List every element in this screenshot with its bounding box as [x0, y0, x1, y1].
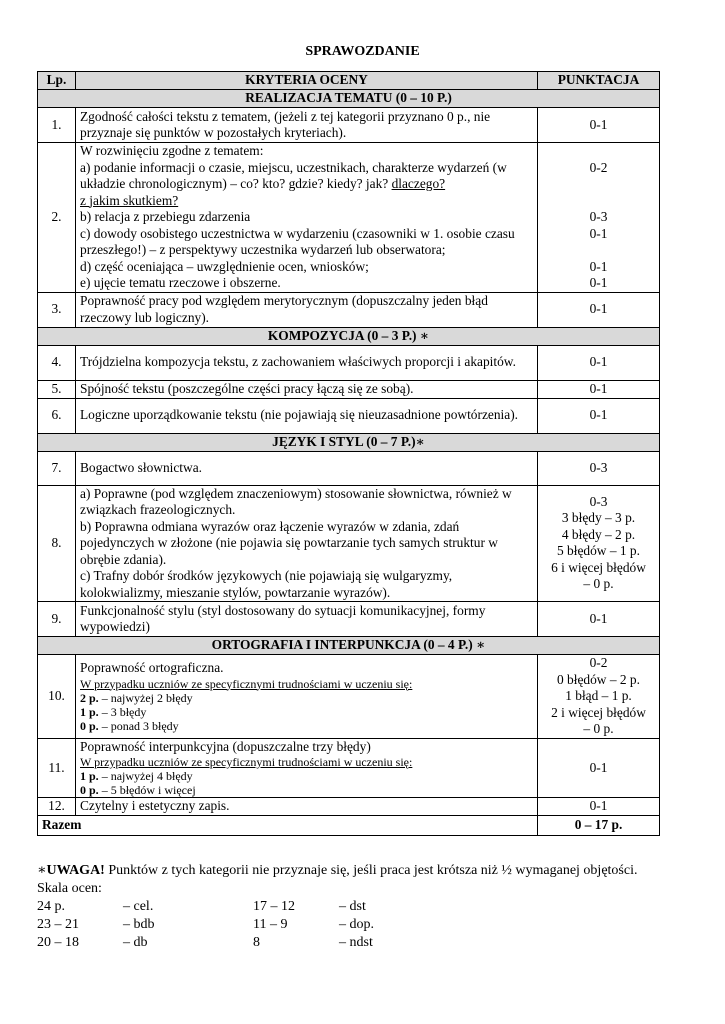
row-points: 0-1 — [538, 380, 660, 398]
criteria-line: b) relacja z przebiegu zdarzenia — [80, 209, 251, 224]
scale-range: 23 – 21 — [37, 917, 79, 932]
star-icon: ∗ — [37, 863, 47, 878]
scale-label: Skala ocen: — [37, 881, 102, 896]
row-criteria: Poprawność pracy pod względem merytorycznym (dopuszczalny jeden błąd rzeczowy lub logiczny). — [76, 292, 538, 327]
points-line: 0-3 — [589, 209, 608, 224]
scale-grade: – bdb — [123, 917, 155, 932]
row-number: 12. — [38, 798, 76, 816]
criteria-line: e) ujęcie tematu rzeczowe i obszerne. — [80, 275, 281, 290]
section-title: KOMPOZYCJA (0 – 3 P.) ∗ — [38, 327, 660, 345]
table-row — [38, 451, 660, 485]
row-criteria: Bogactwo słownictwa. — [76, 451, 538, 485]
section-row — [38, 327, 660, 345]
row-points: 0-1 — [538, 345, 660, 380]
section-row — [38, 433, 660, 451]
points-line: 0 błędów – 2 p. — [557, 671, 640, 687]
points-label: 1 p. — [80, 769, 99, 783]
criteria-table — [37, 71, 660, 836]
row-points — [538, 485, 660, 602]
criteria-line — [80, 719, 533, 733]
scale-range: 11 – 9 — [253, 917, 288, 932]
points-line: – 0 p. — [583, 576, 614, 592]
table-row — [38, 108, 660, 143]
criteria-text: – 5 błędów i więcej — [98, 783, 196, 797]
scale-grade: – dst — [339, 899, 366, 914]
criteria-text: a) podanie informacji o czasie, miejscu, uczestnikach, charakterze wydarzeń (w układzie chronologicznym) – co? kto? gdzie? kiedy? jak? — [80, 159, 507, 191]
row-number: 2. — [38, 143, 76, 293]
points-line: 3 błędy – 3 p. — [561, 510, 636, 526]
criteria-underlined: W przypadku uczniów ze specyficznymi trudnościami w uczeniu się: — [80, 755, 413, 769]
row-criteria: Czytelny i estetyczny zapis. — [76, 798, 538, 816]
scale-range: 8 — [253, 935, 260, 950]
scale-grade: – db — [123, 935, 148, 950]
warning-label: UWAGA! — [46, 863, 105, 878]
table-row — [38, 143, 660, 293]
row-points: 0-1 — [538, 398, 660, 433]
row-criteria: Logiczne uporządkowanie tekstu (nie pojawiają się nieuzasadnione powtórzenia). — [76, 398, 538, 433]
points-line: – 0 p. — [583, 721, 614, 736]
points-line: 4 błędy – 2 p. — [561, 526, 636, 542]
row-number: 4. — [38, 345, 76, 380]
criteria-line: c) dowody osobistego uczestnictwa w wydarzeniu (czasowniki w 1. osobie czasu przeszłego!) – z perspektywy uczestnika wydarzeń lub obserwatora; — [80, 225, 515, 257]
criteria-line: b) Poprawna odmiana wyrazów oraz łączenie wyrazów w zdania, zdań pojedynczych w złożone (nie pojawia się powtarzanie tych samych struktur w obrębie zdania). — [80, 518, 498, 567]
criteria-text: – ponad 3 błędy — [98, 718, 179, 733]
row-number: 3. — [38, 292, 76, 327]
section-row — [38, 90, 660, 108]
scale-range: 24 p. — [37, 899, 65, 914]
warning-text: Punktów z tych kategorii nie przyznaje się, jeśli praca jest krótsza niż ½ wymaganej objętości. — [104, 863, 638, 878]
criteria-text: – najwyżej 4 błędy — [98, 769, 193, 783]
total-label: Razem — [38, 816, 538, 836]
criteria-text: – 3 błędy — [98, 704, 147, 719]
row-criteria: Spójność tekstu (poszczególne części pracy łączą się ze sobą). — [76, 380, 538, 398]
row-criteria — [76, 738, 538, 798]
points-label: 2 p. — [80, 690, 99, 705]
total-points: 0 – 17 p. — [538, 816, 660, 836]
points-line: 5 błędów – 1 p. — [557, 543, 640, 559]
row-number: 7. — [38, 451, 76, 485]
row-criteria — [76, 655, 538, 739]
notes — [37, 862, 677, 952]
scale-grade: – dop. — [339, 917, 374, 932]
criteria-line — [80, 705, 533, 719]
row-points: 0-1 — [538, 108, 660, 143]
points-label: 0 p. — [80, 718, 99, 733]
criteria-text: – najwyżej 2 błędy — [98, 690, 193, 705]
criteria-line — [80, 783, 533, 797]
row-number: 5. — [38, 380, 76, 398]
section-title: JĘZYK I STYL (0 – 7 P.)∗ — [38, 433, 660, 451]
points-label: 1 p. — [80, 704, 99, 719]
criteria-line — [80, 691, 533, 705]
row-criteria — [76, 143, 538, 293]
row-points: 0-1 — [538, 738, 660, 798]
points-line: 6 i więcej błędów — [551, 559, 646, 575]
row-points: 0-1 — [538, 292, 660, 327]
header-lp: Lp. — [38, 72, 76, 90]
table-row — [38, 345, 660, 380]
table-row — [38, 602, 660, 637]
points-label: 0 p. — [80, 783, 99, 797]
criteria-underlined: dlaczego? — [391, 176, 446, 191]
table-row — [38, 398, 660, 433]
section-title: REALIZACJA TEMATU (0 – 10 P.) — [38, 90, 660, 108]
section-title: ORTOGRAFIA I INTERPUNKCJA (0 – 4 P.) ∗ — [38, 637, 660, 655]
points-line: 2 i więcej błędów — [551, 704, 646, 720]
row-number: 10. — [38, 655, 76, 739]
criteria-line: Poprawność ortograficzna. — [80, 660, 224, 675]
table-row — [38, 738, 660, 798]
points-line: 0-1 — [589, 275, 608, 290]
table-row — [38, 485, 660, 602]
table-row — [38, 655, 660, 739]
points-line: 0-1 — [589, 258, 608, 274]
document-title: SPRAWOZDANIE — [305, 44, 420, 59]
row-points — [538, 143, 660, 293]
header-criteria: KRYTERIA OCENY — [76, 72, 538, 90]
points-line: 1 błąd – 1 p. — [565, 688, 632, 703]
criteria-line: c) Trafny dobór środków językowych (nie pojawiają się wulgaryzmy, kolokwializmy, mieszanie stylów, powtarzanie wyrazów). — [80, 568, 453, 600]
scale-range: 20 – 18 — [37, 935, 79, 950]
row-points: 0-1 — [538, 602, 660, 637]
scale-grade: – ndst — [339, 935, 373, 950]
row-number: 11. — [38, 738, 76, 798]
row-criteria: Funkcjonalność stylu (styl dostosowany do sytuacji komunikacyjnej, formy wypowiedzi) — [76, 602, 538, 637]
section-row — [38, 637, 660, 655]
scale-range: 17 – 12 — [253, 899, 295, 914]
points-line: 0-3 — [589, 493, 608, 509]
table-header — [38, 72, 660, 90]
criteria-underlined: z jakim skutkiem? — [80, 192, 179, 208]
criteria-underlined: W przypadku uczniów ze specyficznymi trudnościami w uczeniu się: — [80, 676, 413, 691]
criteria-line — [80, 160, 533, 193]
grade-scale — [37, 898, 677, 952]
criteria-line: d) część oceniająca – uwzględnienie ocen, wniosków; — [80, 258, 369, 274]
row-number: 8. — [38, 485, 76, 602]
row-number: 1. — [38, 108, 76, 143]
row-criteria — [76, 485, 538, 602]
note-warning — [37, 862, 677, 880]
table-row — [38, 380, 660, 398]
points-line: 0-2 — [589, 655, 608, 670]
row-criteria: Zgodność całości tekstu z tematem, (jeżeli z tej kategorii przyznano 0 p., nie przyznaje się punktów w pozostałych kryteriach). — [76, 108, 538, 143]
row-number: 9. — [38, 602, 76, 637]
scale-grade: – cel. — [123, 899, 154, 914]
total-row — [38, 816, 660, 836]
points-line: 0-2 — [589, 159, 608, 175]
row-criteria: Trójdzielna kompozycja tekstu, z zachowaniem właściwych proporcji i akapitów. — [76, 345, 538, 380]
criteria-line: Poprawność interpunkcyjna (dopuszczalne trzy błędy) — [80, 738, 371, 754]
criteria-line — [80, 769, 533, 783]
row-number: 6. — [38, 398, 76, 433]
row-points — [538, 655, 660, 739]
criteria-line: W rozwinięciu zgodne z tematem: — [80, 143, 264, 158]
points-line: 0-1 — [589, 225, 608, 241]
header-points: PUNKTACJA — [538, 72, 660, 90]
row-points: 0-3 — [538, 451, 660, 485]
row-points: 0-1 — [538, 798, 660, 816]
criteria-line: a) Poprawne (pod względem znaczeniowym) stosowanie słownictwa, również w związkach frazeologicznych. — [80, 485, 512, 517]
table-row — [38, 292, 660, 327]
table-row — [38, 798, 660, 816]
